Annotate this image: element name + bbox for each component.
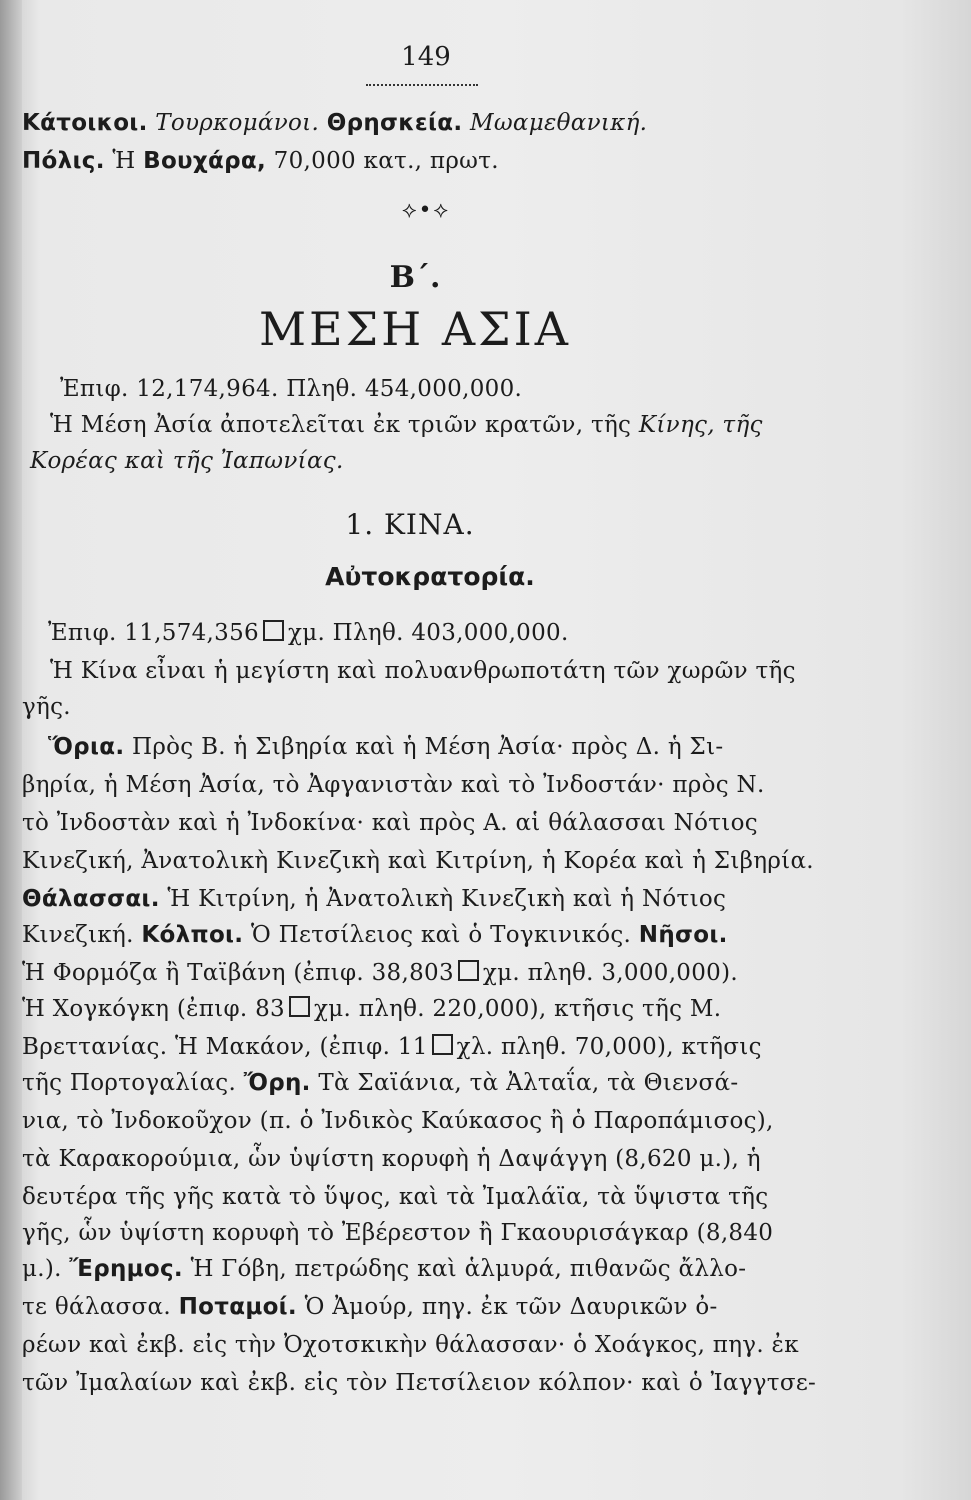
city-label: Πόλις. — [22, 148, 105, 174]
square-unit-icon — [263, 620, 284, 641]
religion-label: Θρησκεία. — [326, 110, 463, 136]
body-line-1-text: Πρὸς Β. ἡ Σιβηρία καὶ ἡ Μέση Ἀσία· πρὸς Δ. ἡ Σι- — [131, 734, 724, 760]
city-line — [22, 148, 812, 174]
body-line-9-a: Βρεττανίας. Ἡ Μακάον, (ἐπιφ. 11 — [22, 1034, 428, 1060]
body-line-7-a: Ἡ Φορμόζα ἢ Ταϊβάνη (ἐπιφ. 38,803 — [22, 960, 454, 986]
body-line-4: Κινεζική, Ἀνατολικὴ Κινεζικὴ καὶ Κιτρίνη, ἡ Κορέα καὶ ἡ Σιβηρία. — [22, 848, 814, 874]
country-desc-line-2: γῆς. — [22, 694, 71, 720]
body-line-5 — [22, 886, 812, 912]
section-title: ΜΕΣΗ ΑΣΙΑ — [258, 302, 572, 356]
section-stats: Ἐπιφ. 12,174,964. Πληθ. 454,000,000. — [60, 376, 523, 402]
rivers-label: Ποταμοί. — [178, 1294, 297, 1320]
seas-label: Θάλασσαι. — [22, 886, 160, 912]
borders-label: Ὅρια. — [48, 734, 125, 760]
mountains-label: Ὄρη. — [243, 1070, 311, 1096]
desert-label: Ἔρημος. — [69, 1256, 183, 1282]
residents-label: Κάτοικοι. — [22, 110, 148, 136]
body-line-10 — [22, 1070, 812, 1096]
body-line-16-b: Ὁ Ἀμούρ, πηγ. ἐκ τῶν Δαυρικῶν ὀ- — [304, 1294, 718, 1320]
city-name: Βουχάρα, — [143, 148, 267, 174]
country-area-line — [48, 620, 838, 646]
islands-label: Νῆσοι. — [638, 922, 728, 948]
residents-line — [22, 110, 812, 136]
page-number: 149 — [401, 42, 451, 72]
body-line-8-a: Ἡ Χογκόγκη (ἐπιφ. 83 — [22, 996, 285, 1022]
body-line-3: τὸ Ἰνδοστὰν καὶ ἡ Ἰνδοκίνα· καὶ πρὸς Α. αἱ θάλασσαι Νότιος — [22, 810, 758, 836]
body-line-18: τῶν Ἰμαλαίων καὶ ἐκβ. εἰς τὸν Πετσίλειον κόλπον· καὶ ὁ Ἰαγγτσε- — [22, 1370, 817, 1396]
body-line-6-a: Κινεζική. — [22, 922, 134, 948]
body-line-6-b: Ὁ Πετσίλειος καὶ ὁ Τογκινικός. — [250, 922, 632, 948]
body-line-16-a: τε θάλασσα. — [22, 1294, 171, 1320]
ornament-divider: ⟡•⟡ — [401, 198, 451, 223]
page-number-underline — [366, 78, 478, 86]
body-line-9-b: χλ. πληθ. 70,000), κτῆσις — [456, 1034, 762, 1060]
body-line-13: δευτέρα τῆς γῆς κατὰ τὸ ὕψος, καὶ τὰ Ἰμαλάϊα, τὰ ὕψιστα τῆς — [22, 1184, 769, 1210]
city-article: Ἡ — [112, 148, 136, 174]
body-line-10-a: τῆς Πορτογαλίας. — [22, 1070, 237, 1096]
religion-value: Μωαμεθανική. — [470, 110, 648, 136]
body-line-10-b: Τὰ Σαϊάνια, τὰ Ἀλταΐα, τὰ Θιενσά- — [318, 1070, 739, 1096]
body-line-15-a: μ.). — [22, 1256, 62, 1282]
country-area-b: χμ. Πληθ. 403,000,000. — [287, 620, 569, 646]
section-intro-line-2: Κορέας καὶ τῆς Ἰαπωνίας. — [30, 448, 344, 474]
body-line-15-b: Ἡ Γόβη, πετρώδης καὶ ἁλμυρά, πιθανῶς ἄλλο- — [190, 1256, 747, 1282]
page-gutter — [0, 0, 22, 1500]
body-line-16 — [22, 1294, 812, 1320]
country-desc-line-1: Ἡ Κίνα εἶναι ἡ μεγίστη καὶ πολυανθρωποτάτη τῶν χωρῶν τῆς — [50, 658, 796, 684]
body-line-2: βηρία, ἡ Μέση Ἀσία, τὸ Ἀφγανιστὰν καὶ τὸ Ἰνδοστάν· πρὸς Ν. — [22, 772, 765, 798]
country-title: 1. ΚΙΝΑ. — [345, 508, 475, 541]
body-line-6 — [22, 922, 812, 948]
country-subtitle: Αὐτοκρατορία. — [325, 562, 535, 591]
body-line-1 — [48, 734, 838, 760]
body-line-9 — [22, 1034, 812, 1060]
body-line-11: νια, τὸ Ἰνδοκοῦχον (π. ὁ Ἰνδικὸς Καύκασος ἢ ὁ Παροπάμισος), — [22, 1108, 774, 1134]
body-line-8 — [22, 996, 812, 1022]
body-line-5-text: Ἡ Κιτρίνη, ἡ Ἀνατολικὴ Κινεζικὴ καὶ ἡ Νότιος — [167, 886, 727, 912]
section-mark: Β΄. — [389, 260, 441, 295]
square-unit-icon — [432, 1034, 453, 1055]
section-intro-line-1 — [50, 412, 840, 438]
body-line-7 — [22, 960, 812, 986]
country-area-a: Ἐπιφ. 11,574,356 — [48, 620, 259, 646]
city-rest: 70,000 κατ., πρωτ. — [273, 148, 499, 174]
body-line-8-b: χμ. πληθ. 220,000), κτῆσις τῆς Μ. — [313, 996, 722, 1022]
square-unit-icon — [289, 996, 310, 1017]
section-intro-italic: Κίνης, τῆς — [638, 412, 763, 438]
body-line-14: γῆς, ὧν ὑψίστη κορυφὴ τὸ Ἐβέρεστον ἢ Γκαουρισάγκαρ (8,840 — [22, 1220, 774, 1246]
square-unit-icon — [458, 960, 479, 981]
body-line-17: ρέων καὶ ἐκβ. εἰς τὴν Ὀχοτσκικὴν θάλασσαν· ὁ Χοάγκος, πηγ. ἐκ — [22, 1332, 799, 1358]
body-line-7-b: χμ. πληθ. 3,000,000). — [482, 960, 738, 986]
section-intro-text: Ἡ Μέση Ἀσία ἀποτελεῖται ἐκ τριῶν κρατῶν, τῆς — [50, 412, 632, 438]
residents-value: Τουρκομάνοι. — [155, 110, 320, 136]
body-line-12: τὰ Καρακορούμια, ὧν ὑψίστη κορυφὴ ἡ Δαψάγγη (8,620 μ.), ἡ — [22, 1146, 761, 1172]
body-line-15 — [22, 1256, 812, 1282]
gulfs-label: Κόλποι. — [141, 922, 244, 948]
